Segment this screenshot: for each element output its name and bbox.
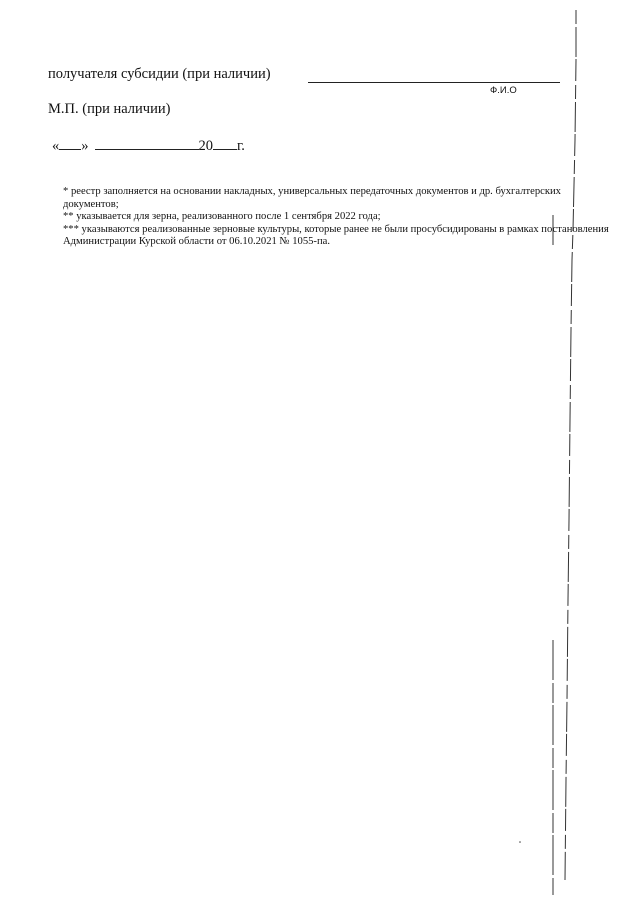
date-year-prefix: 20 bbox=[198, 138, 213, 154]
date-row bbox=[52, 137, 245, 155]
date-month-blank bbox=[95, 137, 199, 150]
date-year-blank bbox=[213, 137, 237, 150]
footnote-3: *** указываются реализованные зерновые культуры, которые ранее не были просубсидированы в рамках постановления Администрации Курской области от 06.10.2021 № 1055-па. bbox=[63, 223, 609, 248]
recipient-signature-label: получателя субсидии (при наличии) bbox=[48, 66, 271, 82]
date-close-quote: » bbox=[81, 138, 89, 154]
footnotes bbox=[63, 186, 623, 249]
stamp-label: М.П. (при наличии) bbox=[48, 101, 171, 117]
footnote-1: * реестр заполняется на основании накладных, универсальных передаточных документов и др. бухгалтерских документов; bbox=[63, 186, 561, 210]
date-year-suffix: г. bbox=[237, 138, 245, 154]
date-day-blank bbox=[59, 137, 81, 150]
fio-caption: Ф.И.О bbox=[490, 85, 517, 96]
signature-line bbox=[308, 82, 560, 83]
footnote-2: ** указывается для зерна, реализованного после 1 сентября 2022 года; bbox=[63, 211, 381, 223]
date-open-quote: « bbox=[52, 138, 60, 154]
